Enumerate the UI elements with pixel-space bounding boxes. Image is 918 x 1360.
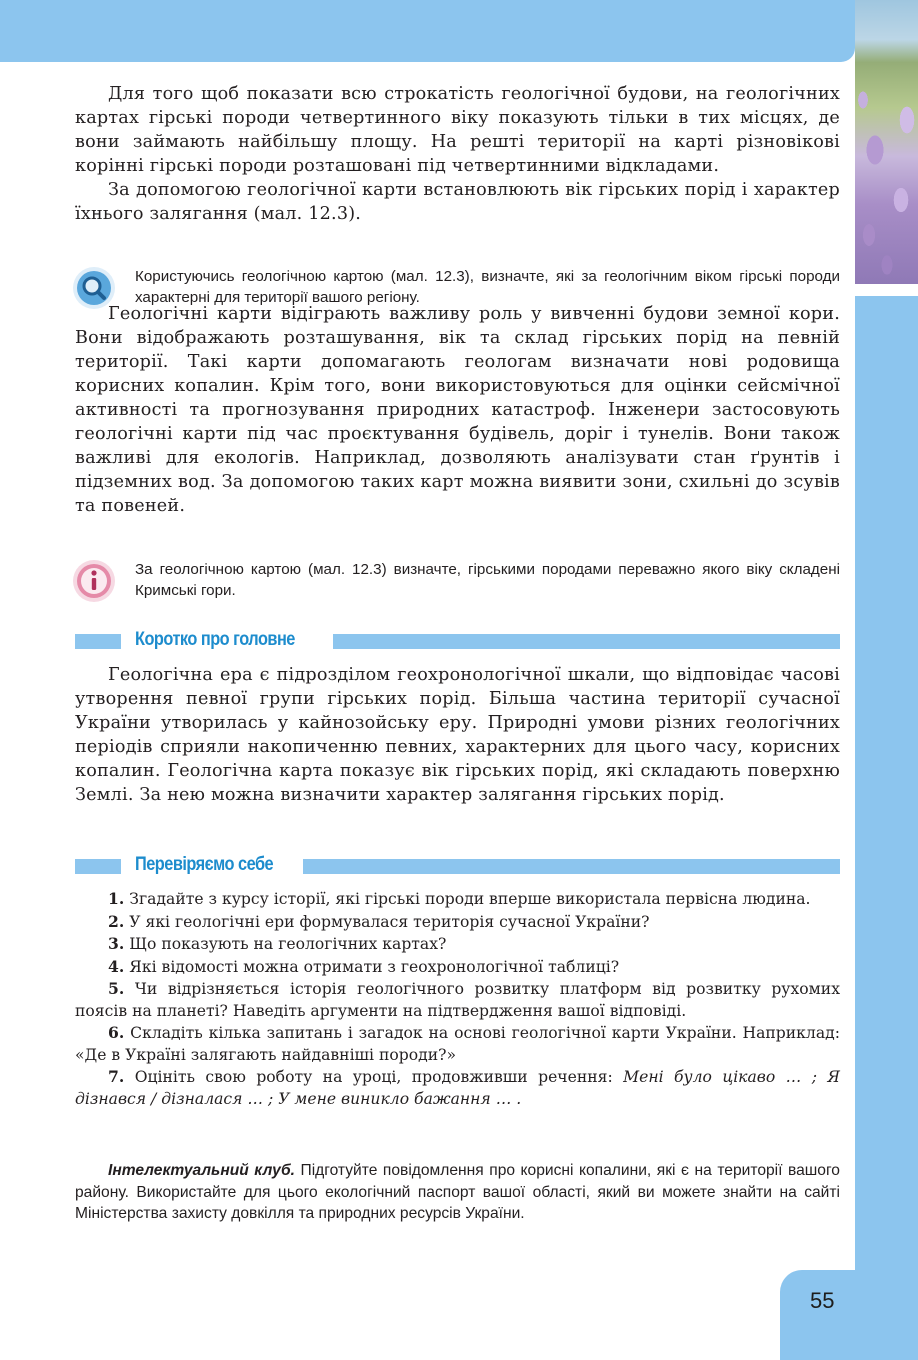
intro-text: [75, 82, 840, 226]
question-item: 6. Складіть кілька запитань і загадок на основі геологічної карти України. Наприклад: «Де в Україні залягають найдавніші породи?»: [75, 1023, 840, 1064]
club-text: Підготуйте повідомлення про корисні копалини, які є на території вашого району. Використайте для цього екологічний паспорт вашої області, який ви можете знайти на сайті Міністерства захисту довкілля та природних ресурсів України.: [75, 1162, 840, 1222]
question-item: 5. Чи відрізняється історія геологічного розвитку платформ від розвитку рухомих поясів на планеті? Наведіть аргументи на підтвердження вашої відповіді.: [75, 979, 840, 1020]
info-icon: [72, 559, 116, 603]
main-text: [75, 302, 840, 518]
selfcheck-heading: [75, 854, 840, 878]
paragraph: Геологічні карти відіграють важливу роль у вивченні будови земної кори. Вони відображають розташування, вік та склад гірських порід на певній території. Такі карти допомагають геологам визначати нові родовища корисних копалин. Крім того, вони використовуються для оцінки сейсмічної активності та прогнозування природних катастроф. Інженери застосовують геологічні карти під час проєктування будівель, доріг і тунелів. Вони також важливі для екологів. Наприклад, дозволяють аналізувати стан ґрунтів і підземних вод. За допомогою таких карт можна виявити зони, схильні до зсувів та повеней.: [75, 304, 840, 516]
section-title: Перевіряємо себе: [135, 854, 274, 875]
side-accent-strip: [855, 296, 918, 1360]
club-lead: Інтелектуальний клуб.: [108, 1162, 295, 1179]
section-title: Коротко про головне: [135, 629, 295, 650]
selfcheck-questions: [75, 888, 840, 1110]
paragraph: За допомогою геологічної карти встановлюють вік гірських порід і характер їхнього залягання (мал. 12.3).: [75, 180, 840, 224]
question-item: 4. Які відомості можна отримати з геохронологічної таблиці?: [108, 956, 620, 976]
paragraph: Для того щоб показати всю строкатість геологічної будови, на геологічних картах гірські породи четвертинного віку показують тільки в тих місцях, де вони займають найбільшу площу. На решті території на карті різновікові корінні гірські породи розташовані під четвертинними відкладами.: [75, 84, 840, 176]
summary-heading: [75, 629, 840, 653]
top-header-band: [0, 0, 855, 62]
intellectual-club-task: [75, 1160, 840, 1225]
question-item: 2. У які геологічні ери формувалася територія сучасної України?: [108, 911, 650, 931]
question-item: 1. Згадайте з курсу історії, які гірські породи вперше використала первісна людина.: [108, 889, 811, 908]
question-item: 3. Що показують на геологічних картах?: [108, 934, 447, 953]
summary-text: [75, 663, 840, 807]
page-number-tab: [780, 1270, 918, 1360]
info-task-text: За геологічною картою (мал. 12.3) визначте, гірськими породами переважно якого віку складені Кримські гори.: [135, 561, 840, 599]
side-photo-lavender-field: [855, 0, 918, 284]
page-number: 55: [810, 1288, 835, 1313]
paragraph: Геологічна ера є підрозділом геохронологічної шкали, що відповідає часові утворення певної групи гірських порід. Більша частина території сучасної України утворилась у кайнозойську еру. Природні умови різних геологічних періодів сприяли накопиченню певних, характерних для цього часу, корисних копалин. Геологічна карта показує вік гірських порід, які складають поверхню Землі. За нею можна визначити характер залягання гірських порід.: [75, 665, 840, 805]
search-task-text: Користуючись геологічною картою (мал. 12.3), визначте, які за геологічним віком гірські породи характерні для території вашого регіону.: [135, 268, 840, 306]
question-item: 7. Оцініть свою роботу на уроці, продовживши речення: Мені було цікаво … ; Я дізнався / дізналася … ; У мене виникло бажання … .: [75, 1067, 840, 1108]
